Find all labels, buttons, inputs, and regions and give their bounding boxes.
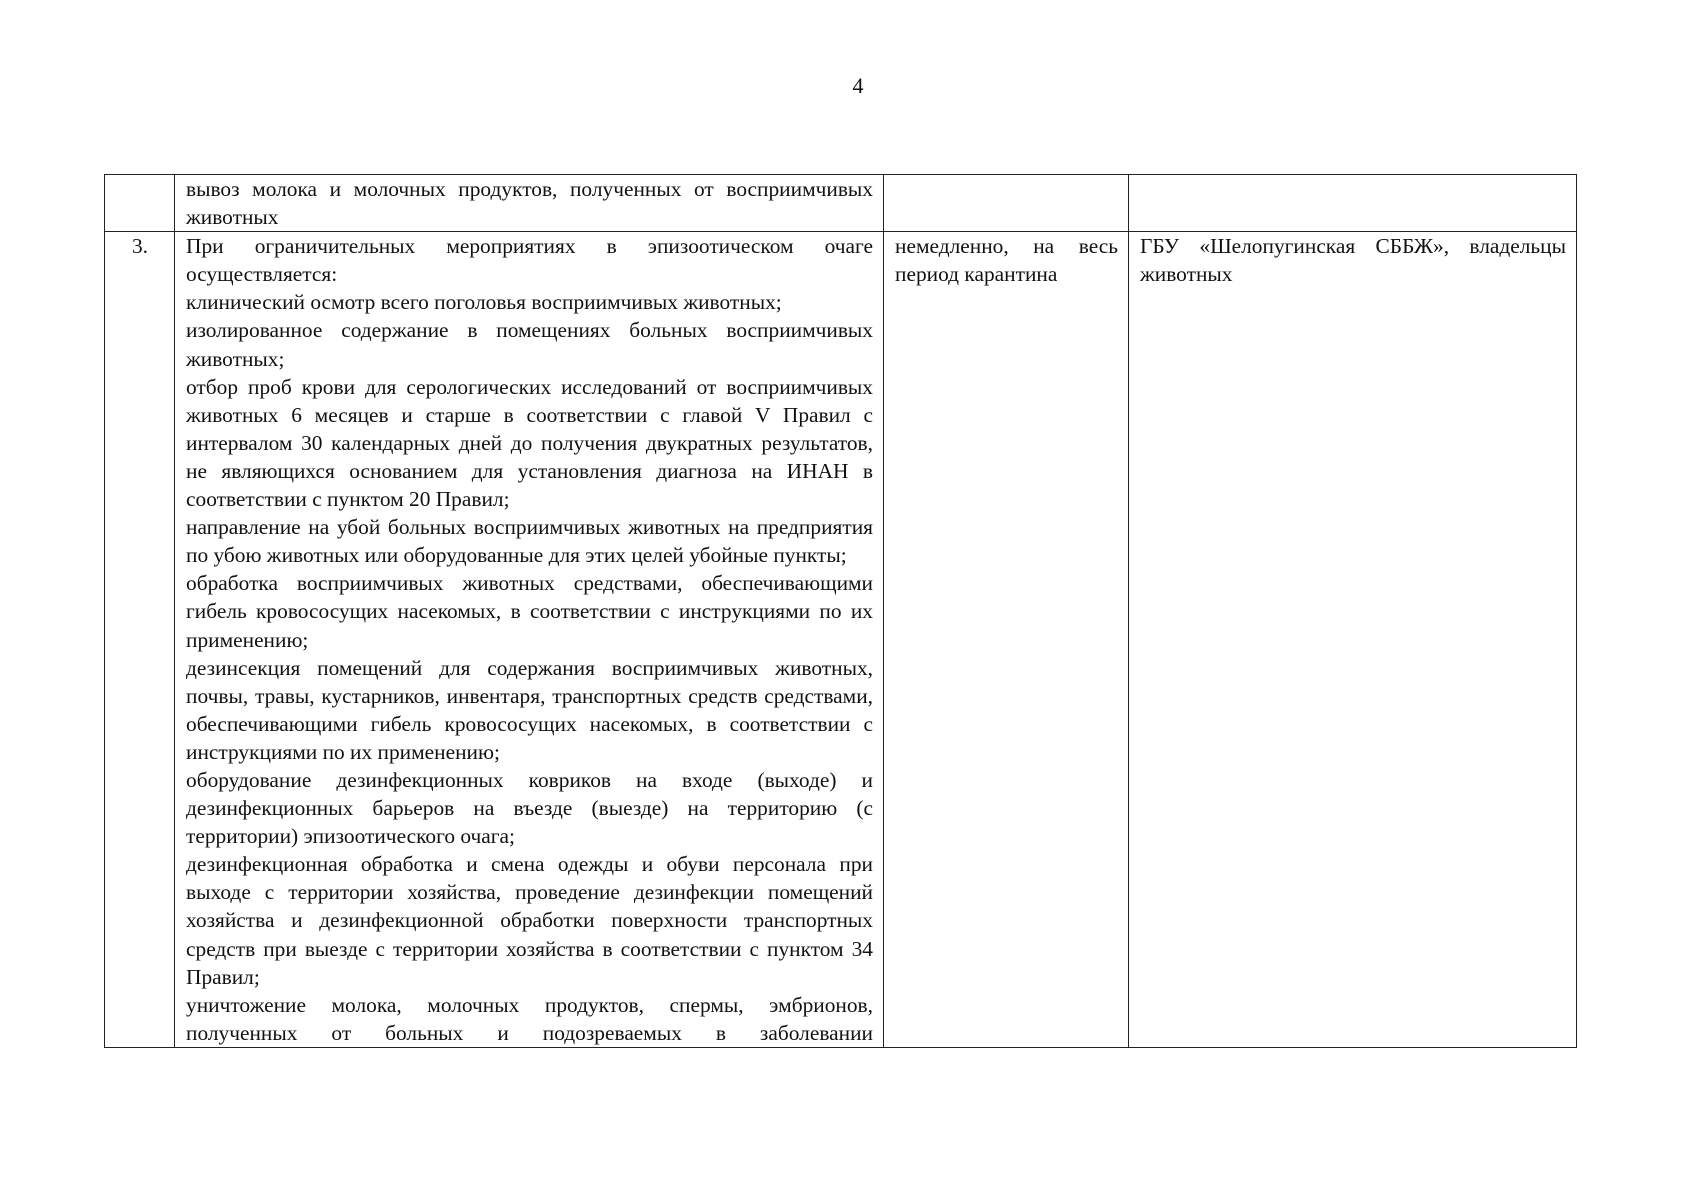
row-number-cell — [105, 175, 175, 232]
measure-paragraph: дезинфекционная обработка и смена одежды и обуви персонала при выходе с территории хозяйства, проведение дезинфекции помещений хозяйства и дезинфекционной обработки поверхности транспортных средств при выезде с территории хозяйства в соответствии с пунктом 34 Правил; — [186, 852, 873, 989]
measure-paragraph: направление на убой больных восприимчивых животных на предприятия по убою животных или оборудованные для этих целей убойные пункты; — [186, 515, 873, 568]
table-row — [105, 232, 1577, 1048]
measure-paragraph: клинический осмотр всего поголовья восприимчивых животных; — [186, 290, 782, 315]
measure-text-cell — [175, 232, 884, 1048]
measure-text-cell — [175, 175, 884, 232]
measure-paragraph: отбор проб крови для серологических исследований от восприимчивых животных 6 месяцев и старше в соответствии с главой V Правил с интервалом 30 календарных дней до получения двукратных результатов, не являющихся основанием для установления диагноза на ИНАН в соответствии с пунктом 20 Правил; — [186, 374, 873, 512]
responsible-cell: ГБУ «Шелопугинская СББЖ», владельцы животных — [1129, 232, 1577, 1048]
responsible-cell — [1129, 175, 1577, 232]
measure-paragraph: При ограничительных мероприятиях в эпизоотическом очаге осуществляется: — [186, 234, 873, 287]
row-number-cell: 3. — [105, 232, 175, 1048]
measures-table — [104, 174, 1577, 1048]
measure-paragraph: дезинсекция помещений для содержания восприимчивых животных, почвы, травы, кустарников, инвентаря, транспортных средств средствами, обеспечивающими гибель кровососущих насекомых, в соответствии с инструкциями по их применению; — [186, 655, 873, 764]
measure-paragraph: вывоз молока и молочных продуктов, полученных от восприимчивых животных — [186, 177, 873, 230]
page-number: 4 — [852, 73, 864, 98]
term-cell: немедленно, на весь период карантина — [884, 232, 1129, 1048]
measure-paragraph: изолированное содержание в помещениях больных восприимчивых животных; — [186, 318, 873, 371]
measure-paragraph: обработка восприимчивых животных средствами, обеспечивающими гибель кровососущих насекомых, в соответствии с инструкциями по их применению; — [186, 571, 873, 652]
term-cell — [884, 175, 1129, 232]
measure-paragraph: уничтожение молока, молочных продуктов, спермы, эмбрионов, полученных от больных и подозреваемых в заболевании — [186, 992, 873, 1045]
measure-paragraph: оборудование дезинфекционных ковриков на входе (выходе) и дезинфекционных барьеров на въезде (выезде) на территорию (с территории) эпизоотического очага; — [186, 767, 873, 849]
table-row — [105, 175, 1577, 232]
